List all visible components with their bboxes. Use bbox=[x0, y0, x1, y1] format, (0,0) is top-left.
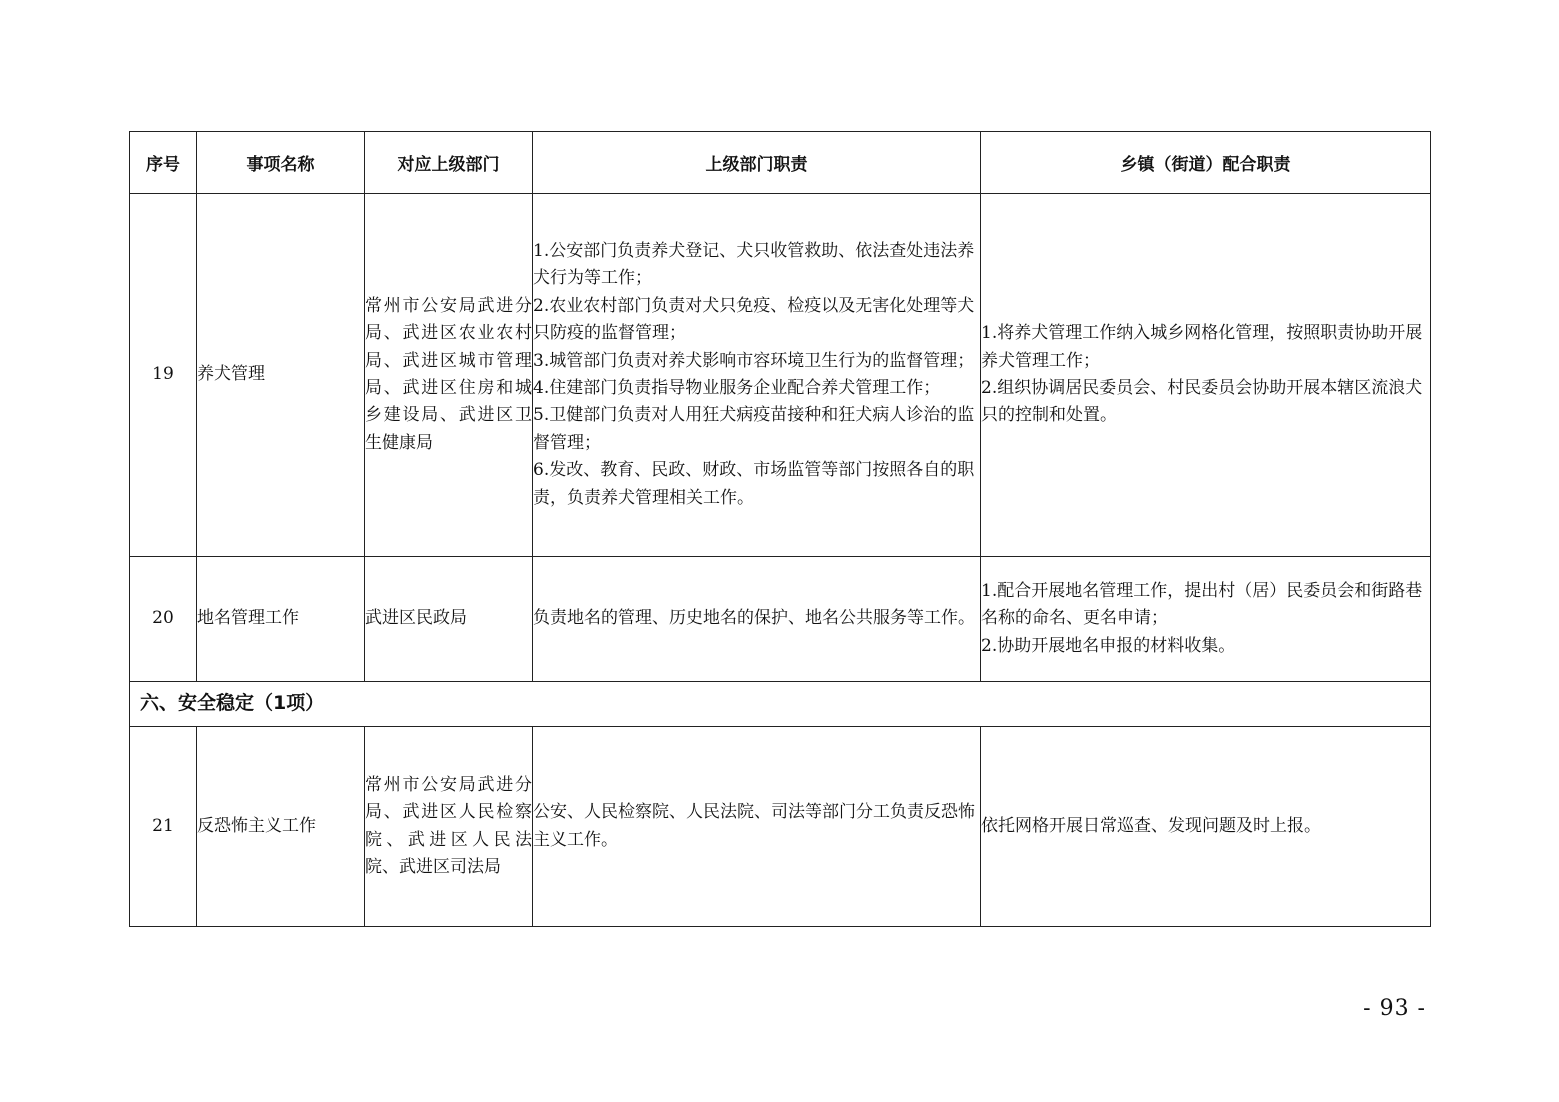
duty-line: 依托网格开展日常巡查、发现问题及时上报。 bbox=[981, 815, 1321, 836]
duty-line: 1.配合开展地名管理工作，提出村（居）民委员会和街路巷名称的命名、更名申请； bbox=[981, 580, 1423, 629]
table-row bbox=[130, 194, 1431, 557]
row-local-duty bbox=[981, 194, 1431, 557]
page-number: - 93 - bbox=[1363, 996, 1426, 1021]
duty-line: 负责地名的管理、历史地名的保护、地名公共服务等工作。 bbox=[533, 608, 975, 629]
duty-line: 1.将养犬管理工作纳入城乡网格化管理，按照职责协助开展养犬管理工作； bbox=[981, 323, 1423, 371]
table-row bbox=[130, 727, 1431, 927]
duty-line: 3.城管部门负责对养犬影响市容环境卫生行为的监督管理； bbox=[533, 350, 975, 371]
duty-table bbox=[129, 131, 1431, 927]
header-name: 事项名称 bbox=[197, 132, 365, 194]
row-upper-duty bbox=[533, 194, 981, 557]
row-name: 反恐怖主义工作 bbox=[197, 727, 365, 927]
row-num: 21 bbox=[130, 727, 197, 927]
row-upper-duty bbox=[533, 557, 981, 682]
duty-line: 4.住建部门负责指导物业服务企业配合养犬管理工作； bbox=[533, 378, 941, 398]
row-upper-duty bbox=[533, 727, 981, 927]
section-title: 六、安全稳定（1项） bbox=[130, 682, 1431, 727]
duty-line: 1.公安部门负责养犬登记、犬只收管救助、依法查处违法养犬行为等工作； bbox=[533, 240, 975, 289]
row-name: 养犬管理 bbox=[197, 194, 365, 557]
duty-line: 2.协助开展地名申报的材料收集。 bbox=[981, 635, 1236, 656]
row-num: 19 bbox=[130, 194, 197, 557]
duty-line: 6.发改、教育、民政、财政、市场监管等部门按照各自的职责，负责养犬管理相关工作。 bbox=[533, 460, 975, 508]
row-dept: 常州市公安局武进分局、武进区人民检察院、武进区人民法院、武进区司法局 bbox=[365, 727, 533, 927]
row-local-duty bbox=[981, 727, 1431, 927]
section-row bbox=[130, 682, 1431, 727]
header-num: 序号 bbox=[130, 132, 197, 194]
duty-line: 2.组织协调居民委员会、村民委员会协助开展本辖区流浪犬只的控制和处置。 bbox=[981, 378, 1423, 426]
header-upper-duty: 上级部门职责 bbox=[533, 132, 981, 194]
row-name: 地名管理工作 bbox=[197, 557, 365, 682]
duty-line: 公安、人民检察院、人民法院、司法等部门分工负责反恐怖主义工作。 bbox=[533, 802, 975, 850]
header-dept: 对应上级部门 bbox=[365, 132, 533, 194]
table-header-row bbox=[130, 132, 1431, 194]
row-dept: 武进区民政局 bbox=[365, 557, 533, 682]
row-dept: 常州市公安局武进分局、武进区农业农村局、武进区城市管理局、武进区住房和城乡建设局、武进区卫生健康局 bbox=[365, 194, 533, 557]
row-local-duty bbox=[981, 557, 1431, 682]
header-local-duty: 乡镇（街道）配合职责 bbox=[981, 132, 1431, 194]
duty-line: 2.农业农村部门负责对犬只免疫、检疫以及无害化处理等犬只防疫的监督管理； bbox=[533, 295, 975, 344]
table-row bbox=[130, 557, 1431, 682]
row-num: 20 bbox=[130, 557, 197, 682]
duty-line: 5.卫健部门负责对人用狂犬病疫苗接种和狂犬病人诊治的监督管理； bbox=[533, 405, 975, 453]
